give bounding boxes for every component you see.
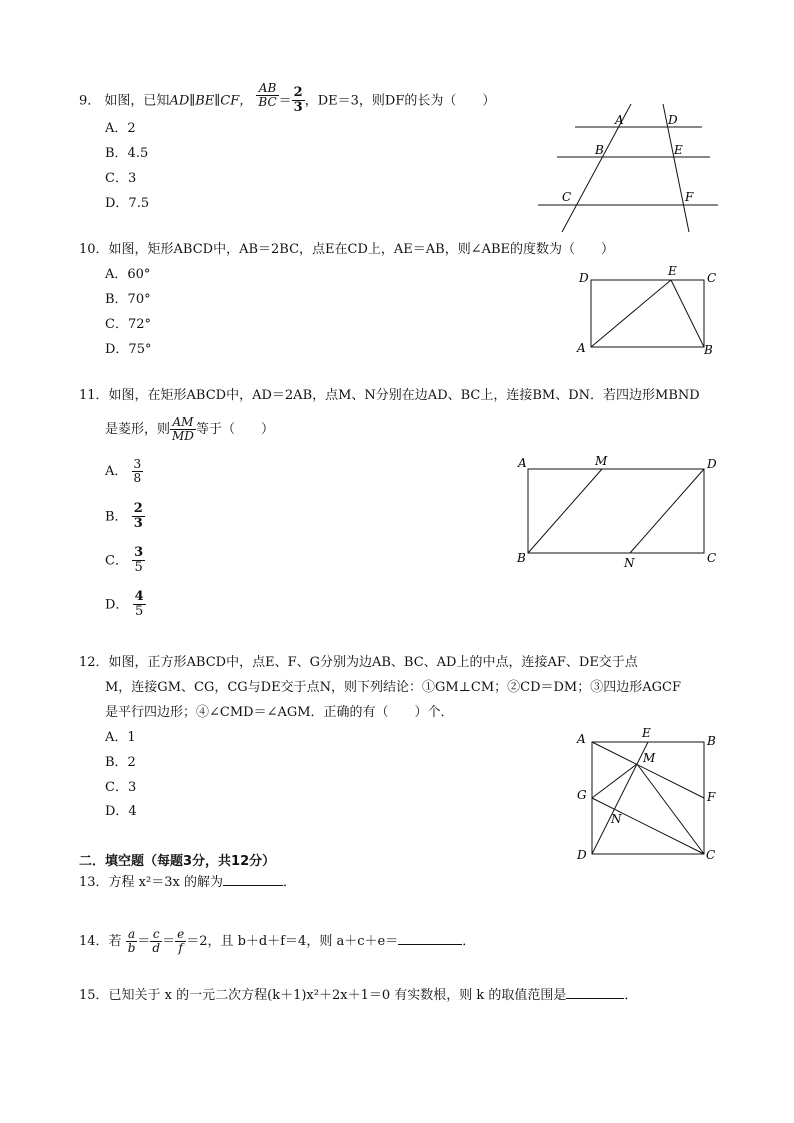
q11-label-d: D bbox=[707, 457, 717, 471]
q11-figure-rhombus-in-rectangle bbox=[510, 450, 725, 575]
q11-label-m: M bbox=[595, 454, 608, 468]
q10-option-d: D．75° bbox=[105, 342, 152, 357]
q12-label-d: D bbox=[577, 848, 587, 862]
q9-label-c: C bbox=[562, 190, 572, 204]
q9-stem bbox=[79, 81, 496, 116]
q11-option-c: C． $\frac{3}{5}$ bbox=[105, 545, 144, 576]
q15-stem: 15．已知关于 x 的一元二次方程(k＋1)x²＋2x＋1＝0 有实数根，则 k 的取值范围是 ． bbox=[79, 988, 638, 1003]
q9-label-f: F bbox=[685, 190, 694, 204]
q12-option-d: D．4 bbox=[105, 804, 137, 819]
q10-label-b: B bbox=[704, 343, 713, 357]
q15-answer-blank[interactable] bbox=[566, 998, 624, 999]
q9-label-b: B bbox=[595, 143, 604, 157]
q11-option-a: A． $\frac{3}{8}$ bbox=[105, 457, 142, 486]
q9-post: ，DE＝3，则DF的长为（ ） bbox=[304, 93, 496, 109]
q12-label-a: A bbox=[577, 732, 586, 746]
q12-label-c: C bbox=[706, 848, 716, 862]
q9-label-d: D bbox=[668, 113, 678, 127]
q9-fraction-ab-bc: $\frac{AB}{BC}$ bbox=[258, 81, 277, 110]
q12-label-n: N bbox=[611, 812, 622, 826]
q10-label-d: D bbox=[579, 271, 589, 285]
q9-option-b: B．4.5 bbox=[105, 146, 149, 161]
q10-label-a: A bbox=[577, 341, 586, 355]
q9-fraction-value: $\frac{2}{3}$ bbox=[293, 85, 303, 116]
q11-stem-line1: 11．如图，在矩形ABCD中，AD＝2AB，点M、N分别在边AD、BC上，连接BM、DN．若四边形MBND bbox=[79, 388, 700, 403]
q9-expr: AD∥BE∥CF， bbox=[169, 93, 253, 109]
q11-fraction-am-md: $\frac{AM}{MD}$ bbox=[172, 415, 194, 444]
q10-option-c: C．72° bbox=[105, 317, 151, 332]
q11-label-a: A bbox=[518, 456, 527, 470]
q10-label-e: E bbox=[668, 264, 677, 278]
q9-pre: 如图，已知 bbox=[104, 93, 170, 109]
q12-option-c: C．3 bbox=[105, 780, 137, 795]
q12-label-m: M bbox=[643, 751, 656, 765]
q11-stem-line2: 是菱形，则 $\frac{AM}{MD}$ 等于（ ） bbox=[105, 415, 274, 444]
q9-label-e: E bbox=[674, 143, 683, 157]
q10-label-c: C bbox=[707, 271, 717, 285]
q9-figure-parallel-lines bbox=[535, 100, 725, 235]
q12-label-f: F bbox=[707, 790, 716, 804]
q10-figure-rectangle bbox=[570, 262, 720, 357]
q11-option-b: B． $\frac{2}{3}$ bbox=[105, 501, 143, 532]
q14-stem: 14．若 $\frac{a}{b}$ ＝ $\frac{c}{d}$ ＝ $\frac{e}{f}$ ＝2，且 b＋d＋f＝4，则 a＋c＋e＝ ． bbox=[79, 927, 476, 956]
q13-answer-blank[interactable] bbox=[223, 885, 283, 886]
q9-number: 9． bbox=[79, 93, 101, 109]
q9-option-a: A．2 bbox=[105, 121, 136, 136]
q9-option-c: C．3 bbox=[105, 171, 137, 186]
q11-option-d: D． $\frac{4}{5}$ bbox=[105, 589, 144, 620]
q13-stem: 13．方程 x²＝3x 的解为 ． bbox=[79, 875, 296, 890]
q12-option-a: A．1 bbox=[105, 730, 136, 745]
q12-label-b: B bbox=[707, 734, 716, 748]
q14-answer-blank[interactable] bbox=[398, 944, 462, 945]
q10-stem: 10．如图，矩形ABCD中，AB＝2BC，点E在CD上，AE＝AB，则∠ABE的度数为（ ） bbox=[79, 242, 615, 257]
q9-option-d: D．7.5 bbox=[105, 196, 150, 211]
q12-label-g: G bbox=[577, 788, 587, 802]
q12-stem-line1: 12．如图，正方形ABCD中，点E、F、G分别为边AB、BC、AD上的中点，连接AF、DE交于点 bbox=[79, 655, 638, 670]
q12-figure-square bbox=[570, 725, 720, 865]
q12-label-e: E bbox=[642, 726, 651, 740]
q11-label-n: N bbox=[624, 556, 635, 570]
q10-option-a: A．60° bbox=[105, 267, 151, 282]
section-2-title: 二．填空题（每题3分，共12分） bbox=[79, 854, 276, 869]
q12-stem-line2: M，连接GM、CG，CG与DE交于点N，则下列结论：①GM⊥CM；②CD＝DM；③四边形AGCF bbox=[105, 680, 681, 695]
q12-option-b: B．2 bbox=[105, 755, 136, 770]
q12-stem-line3: 是平行四边形；④∠CMD＝∠AGM．正确的有（ ）个． bbox=[105, 705, 454, 720]
q11-label-c: C bbox=[707, 551, 717, 565]
q11-label-b: B bbox=[517, 551, 526, 565]
q9-equals: ＝ bbox=[278, 93, 292, 109]
q9-label-a: A bbox=[615, 113, 624, 127]
q10-option-b: B．70° bbox=[105, 292, 151, 307]
